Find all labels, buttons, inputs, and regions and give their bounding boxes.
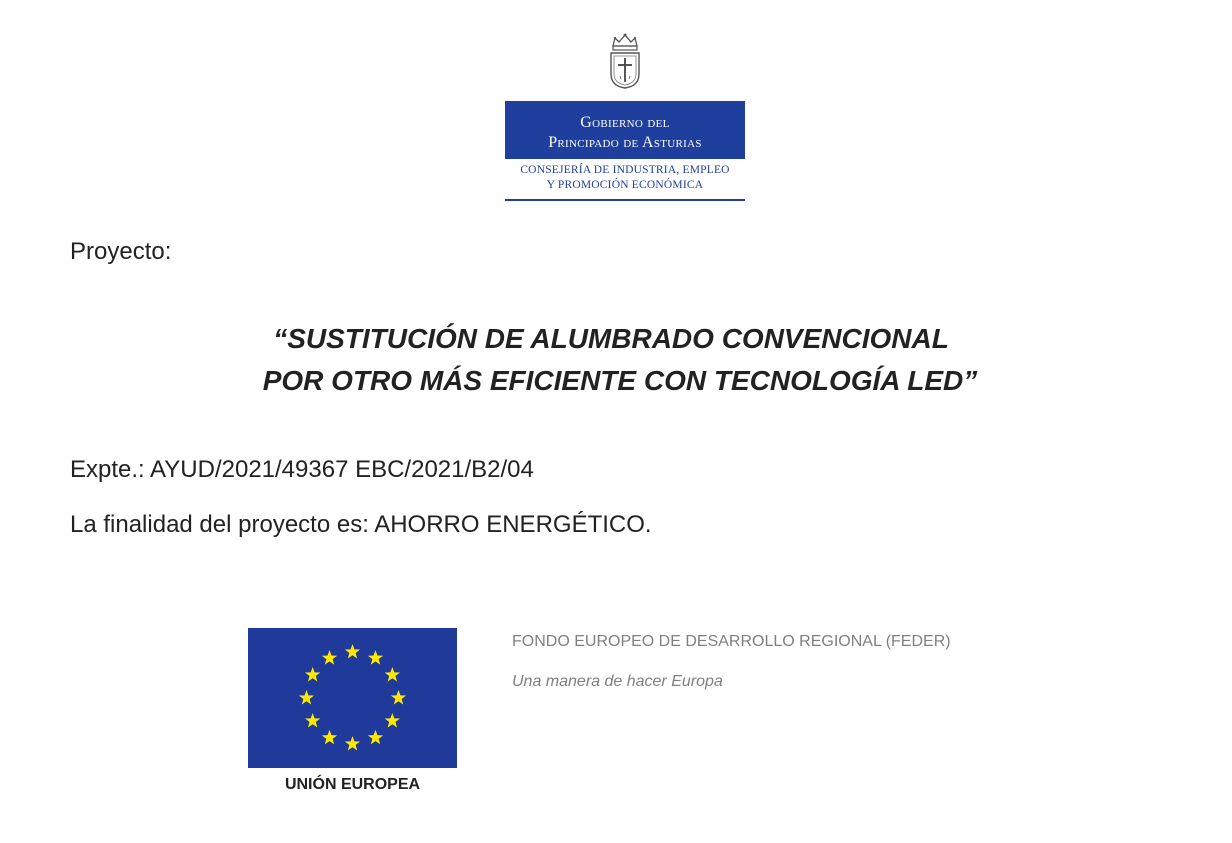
eu-flag-icon bbox=[248, 628, 457, 768]
project-title-line2: POR OTRO MÁS EFICIENTE CON TECNOLOGÍA LED” bbox=[262, 365, 978, 396]
government-name-line2: Principado de Asturias bbox=[548, 134, 702, 151]
department-line2: Y PROMOCIÓN ECONÓMICA bbox=[546, 179, 704, 191]
department-name bbox=[505, 163, 745, 193]
project-label: Proyecto: bbox=[70, 238, 172, 265]
government-name-line1: Gobierno del bbox=[580, 114, 670, 131]
logo-underline bbox=[505, 199, 745, 201]
file-number: Expte.: AYUD/2021/49367 EBC/2021/B2/04 bbox=[70, 456, 534, 483]
project-title bbox=[0, 318, 1232, 402]
department-line1: CONSEJERÍA DE INDUSTRIA, EMPLEO bbox=[520, 164, 730, 176]
eu-label: UNIÓN EUROPEA bbox=[284, 776, 421, 793]
coat-of-arms-icon bbox=[607, 32, 643, 90]
fund-slogan: Una manera de hacer Europa bbox=[512, 673, 723, 690]
fund-name: FONDO EUROPEO DE DESARROLLO REGIONAL (FEDER) bbox=[512, 633, 951, 650]
project-purpose: La finalidad del proyecto es: AHORRO ENERGÉTICO. bbox=[70, 511, 652, 538]
government-logo bbox=[505, 101, 745, 159]
project-title-line1: “SUSTITUCIÓN DE ALUMBRADO CONVENCIONAL bbox=[273, 323, 949, 354]
